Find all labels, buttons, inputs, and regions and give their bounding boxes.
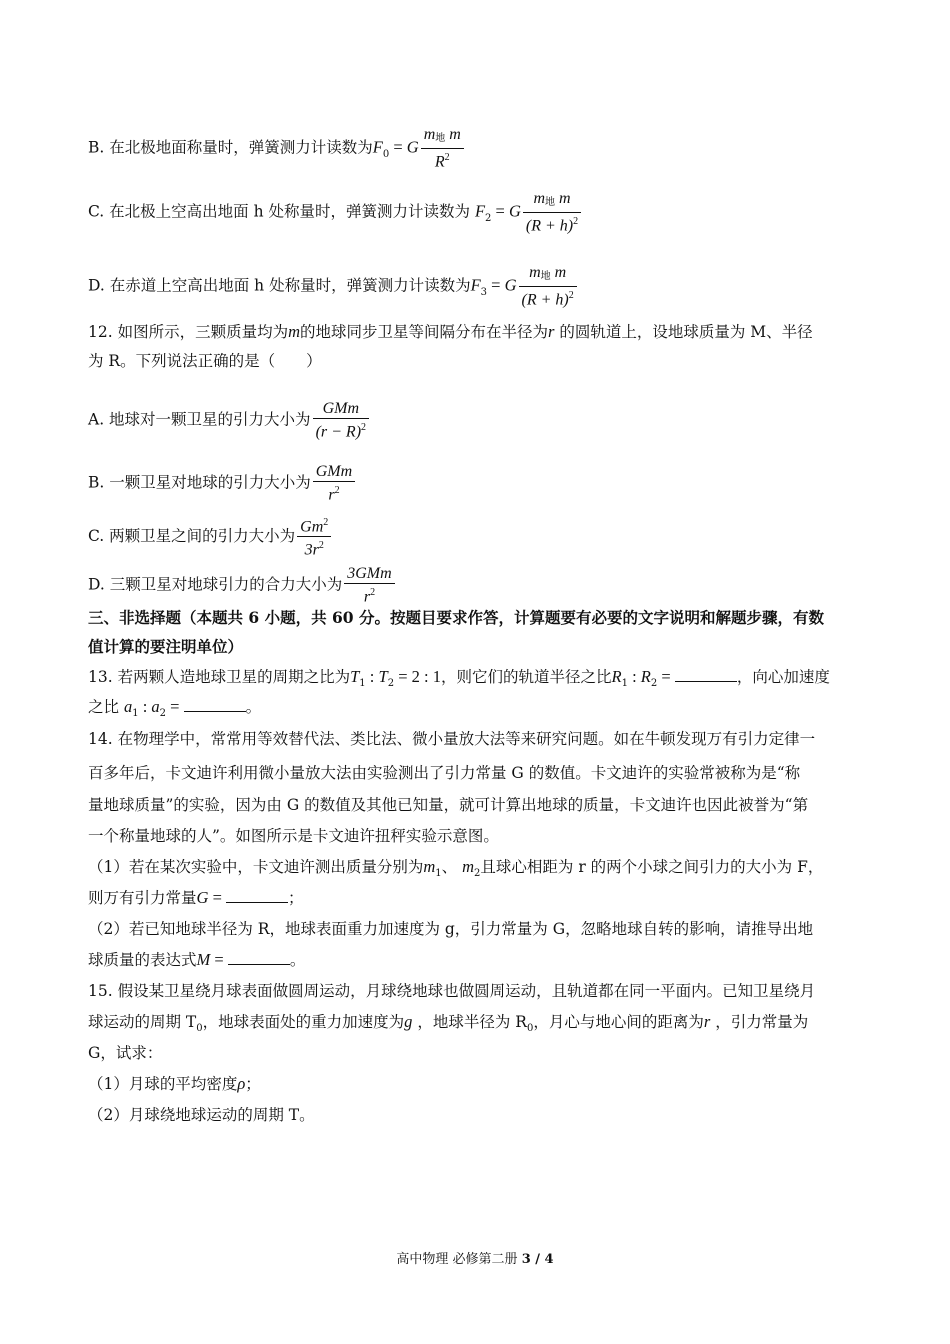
q14-blank-g[interactable]: [226, 888, 288, 903]
option-11c: C. 在北极上空高出地面 h 处称量时，弹簧测力计读数为 $F_2 = G$ $\frac{\text{m地 m}}{(R + h)^2}$: [88, 190, 583, 235]
formula-12d: $\frac{\text{3GMm}}{r^2}$: [344, 565, 394, 606]
formula-f3: $\frac{\text{m地 m}}{(R + h)^2}$: [519, 264, 577, 309]
option-11b: B. 在北极地面称量时，弹簧测力计读数为$F_0 = G$ $\frac{\text{m地 m}}{R^2}$: [88, 126, 466, 171]
q15-line5: （2）月球绕地球运动的周期 T。: [88, 1106, 315, 1124]
page-footer: 高中物理 必修第二册 3 / 4: [396, 1252, 554, 1267]
q12-stem-line1: 12. 如图所示，三颗质量均为m的地球同步卫星等间隔分布在半径为r 的圆轨道上，设地球质量为 M、半径: [88, 322, 813, 341]
q14-line6: 则万有引力常量G = ；: [88, 888, 304, 907]
q13-line2: 之比 $a_1$ : $a_2$ = 。: [88, 697, 262, 720]
option-12c: C. 两颗卫星之间的引力大小为 $\frac{Gm^2}{3r^2}$: [88, 514, 333, 560]
q14-line2: 百多年后，卡文迪许利用微小量放大法由实验测出了引力常量 G 的数值。卡文迪许的实验常被称为是“称: [88, 764, 801, 782]
section-3-heading-cont: 值计算的要注明单位）: [88, 637, 244, 656]
formula-f2: $\frac{\text{m地 m}}{(R + h)^2}$: [523, 190, 581, 235]
q14-line4: 一个称量地球的人”。如图所示是卡文迪许扭秤实验示意图。: [88, 827, 499, 845]
q13-blank-acc[interactable]: [184, 697, 246, 712]
option-12d: D. 三颗卫星对地球引力的合力大小为 $\frac{\text{3GMm}}{r^2}$: [88, 565, 397, 606]
q12-stem-line2: 为 R。下列说法正确的是（ ）: [88, 352, 322, 370]
q14-line5: （1）若在某次实验中，卡文迪许测出质量分别为$m_1$、 $m_2$且球心相距为 r 的两个小球之间引力的大小为 F，: [88, 857, 824, 880]
formula-12a: $\frac{\text{GMm}}{(r - R)^2}$: [313, 400, 369, 441]
q15-line4: （1）月球的平均密度ρ；: [88, 1074, 261, 1093]
option-12a: A. 地球对一颗卫星的引力大小为 $\frac{\text{GMm}}{(r - R)^2}$: [88, 400, 371, 441]
page-number: 3 / 4: [521, 1252, 554, 1267]
q13-line1: 13. 若两颗人造地球卫星的周期之比为$T_1$ : $T_2 = 2$ : 1，则它们的轨道半径之比$R_1$ : $R_2$ = ，向心加速度: [88, 667, 830, 690]
q14-line8: 球质量的表达式M = 。: [88, 950, 306, 969]
formula-12b: $\frac{\text{GMm}}{r^2}$: [313, 463, 355, 504]
q14-blank-m[interactable]: [228, 950, 290, 965]
q14-line1: 14. 在物理学中，常常用等效替代法、类比法、微小量放大法等来研究问题。如在牛顿发现万有引力定律一: [88, 730, 816, 748]
q15-line1: 15. 假设某卫星绕月球表面做圆周运动，月球绕地球也做圆周运动，且轨道都在同一平面内。已知卫星绕月: [88, 982, 816, 1000]
option-12b: B. 一颗卫星对地球的引力大小为 $\frac{\text{GMm}}{r^2}$: [88, 463, 357, 504]
section-3-heading: 三、非选择题（本题共 6 小题，共 60 分。按题目要求作答，计算题要有必要的文字说明和解题步骤，有数: [88, 608, 824, 627]
q14-line3: 量地球质量”的实验，因为由 G 的数值及其他已知量，就可计算出地球的质量，卡文迪许也因此被誉为“第: [88, 796, 809, 814]
formula-12c: $\frac{Gm^2}{3r^2}$: [297, 514, 331, 560]
q15-line2: 球运动的周期 $T_0$，地球表面处的重力加速度为g ，地球半径为 $R_0$，月心与地心间的距离为r ，引力常量为: [88, 1012, 809, 1035]
formula-f0: $\frac{\text{m地 m}}{R^2}$: [421, 126, 464, 171]
q14-line7: （2）若已知地球半径为 R，地球表面重力加速度为 g，引力常量为 G，忽略地球自转的影响，请推导出地: [88, 920, 814, 938]
q13-blank-radius[interactable]: [675, 667, 737, 682]
option-11d: D. 在赤道上空高出地面 h 处称量时，弹簧测力计读数为$F_3 = G$ $\frac{\text{m地 m}}{(R + h)^2}$: [88, 264, 579, 309]
q15-line3: G，试求：: [88, 1044, 163, 1062]
